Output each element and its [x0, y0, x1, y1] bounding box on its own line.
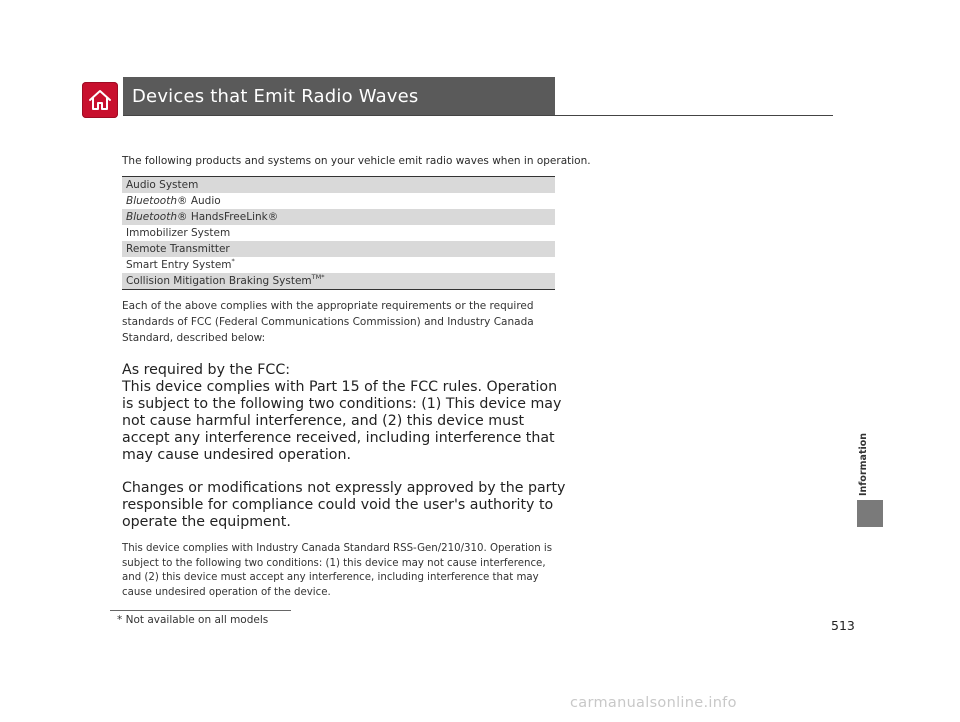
fcc-section [122, 362, 572, 531]
device-name-italic: Bluetooth [126, 211, 177, 223]
device-name: Remote Transmitter [126, 243, 230, 255]
title-divider [123, 115, 833, 116]
footnote-divider [110, 610, 291, 611]
device-name: Collision Mitigation Braking System [126, 275, 312, 287]
watermark: carmanualsonline.info [570, 695, 737, 711]
fcc-paragraph-1: This device complies with Part 15 of the FCC rules. Operation is subject to the following two conditions: (1) This device may not cause harmful interference, and (2) this device must accept any interference received, including interference that may cause undesired operation. [122, 379, 562, 463]
compliance-text: Each of the above complies with the appropriate requirements or the required standards of FCC (Federal Communications Commission) and Industry Canada Standard, described below: [122, 300, 534, 344]
fcc-paragraph-2: Changes or modifications not expressly approved by the party responsible for compliance could void the user's authority to operate the equipment. [122, 480, 566, 530]
section-side-label: Information [858, 432, 869, 496]
device-name-italic: Bluetooth [126, 195, 177, 207]
industry-canada-text: This device complies with Industry Canada Standard RSS-Gen/210/310. Operation is subject to the following two conditions: (1) this device may not cause interference, and (2) this device must accept any interference, including interference that may cause undesired operation of the device. [122, 543, 553, 598]
page-title: Devices that Emit Radio Waves [132, 85, 419, 107]
device-row [122, 193, 555, 209]
device-name: Smart Entry System [126, 259, 232, 271]
device-table [122, 176, 555, 290]
device-name: ® HandsFreeLink® [176, 211, 279, 223]
device-name: Immobilizer System [126, 227, 231, 239]
table-bottom-rule [122, 289, 555, 290]
footnote: * Not available on all models [117, 614, 269, 626]
device-footnote-mark: * [231, 257, 235, 265]
device-row [122, 257, 555, 273]
device-row [122, 241, 555, 257]
device-row [122, 209, 555, 225]
device-name: Audio System [126, 179, 199, 191]
fcc-heading: As required by the FCC: [122, 362, 291, 378]
device-rows [122, 177, 555, 289]
device-row [122, 225, 555, 241]
device-row [122, 177, 555, 193]
intro-text: The following products and systems on your vehicle emit radio waves when in operation. [122, 155, 591, 167]
device-name: ® Audio [176, 195, 221, 207]
home-icon [87, 87, 113, 113]
page-number: 513 [831, 618, 855, 633]
device-row [122, 273, 555, 289]
home-button[interactable] [82, 82, 118, 118]
device-footnote-mark: TM* [311, 273, 325, 281]
section-tab[interactable] [857, 500, 883, 527]
title-bar [123, 77, 555, 115]
